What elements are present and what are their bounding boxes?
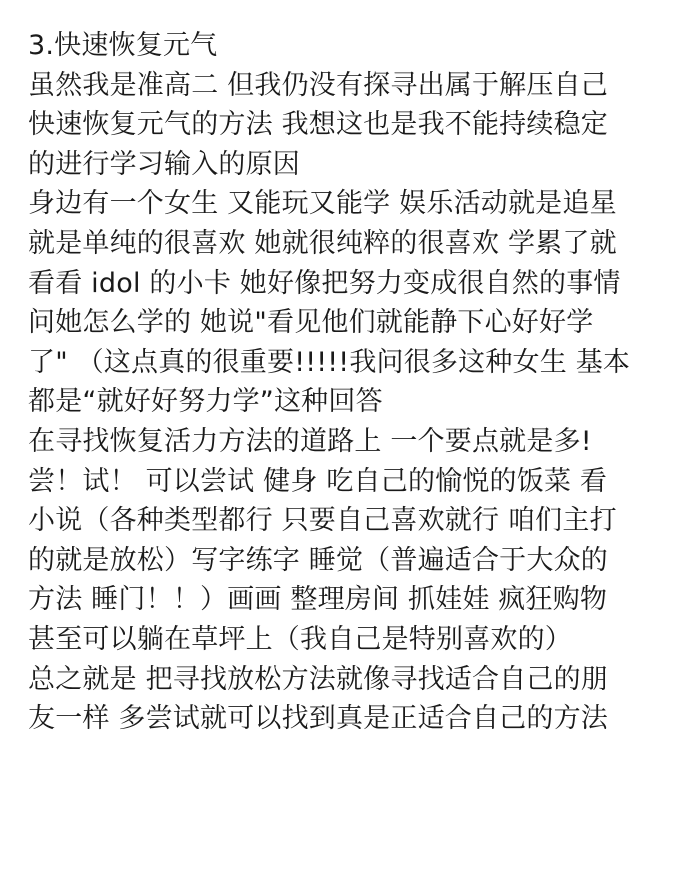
text-line: 身边有一个女生 又能玩又能学 娱乐活动就是追星 <box>28 188 617 220</box>
document-body <box>28 26 668 739</box>
text-line: 虽然我是准高二 但我仍没有探寻出属于解压自己 <box>28 69 608 101</box>
text-line: 的进行学习输入的原因 <box>28 148 300 180</box>
text-line: 在寻找恢复活力方法的道路上 一个要点就是多! <box>28 425 592 457</box>
section-heading: 3.快速恢复元气 <box>28 30 218 61</box>
text-line: 了" （这点真的很重要!!!!!我问很多这种女生 基本 <box>28 346 631 378</box>
text-line: 友一样 多尝试就可以找到真是正适合自己的方法 <box>28 703 608 735</box>
text-line: 小说（各种类型都行 只要自己喜欢就行 咱们主打 <box>28 505 617 537</box>
text-line: 就是单纯的很喜欢 她就很纯粹的很喜欢 学累了就 <box>28 227 617 259</box>
text-line: 看看 idol 的小卡 她好像把努力变成很自然的事情 <box>28 267 621 299</box>
text-line: 方法 睡门！！）画画 整理房间 抓娃娃 疯狂购物 <box>28 584 608 616</box>
text-line: 问她怎么学的 她说"看见他们就能静下心好好学 <box>28 307 594 339</box>
text-line: 总之就是 把寻找放松方法就像寻找适合自己的朋 <box>28 663 608 695</box>
text-line: 甚至可以躺在草坪上（我自己是特别喜欢的） <box>28 623 572 655</box>
text-line: 都是“就好好努力学”这种回答 <box>28 386 383 418</box>
text-line: 的就是放松）写字练字 睡觉（普遍适合于大众的 <box>28 544 608 576</box>
text-line: 尝！试！ 可以尝试 健身 吃自己的愉悦的饭菜 看 <box>28 465 608 497</box>
text-line: 快速恢复元气的方法 我想这也是我不能持续稳定 <box>28 109 608 141</box>
